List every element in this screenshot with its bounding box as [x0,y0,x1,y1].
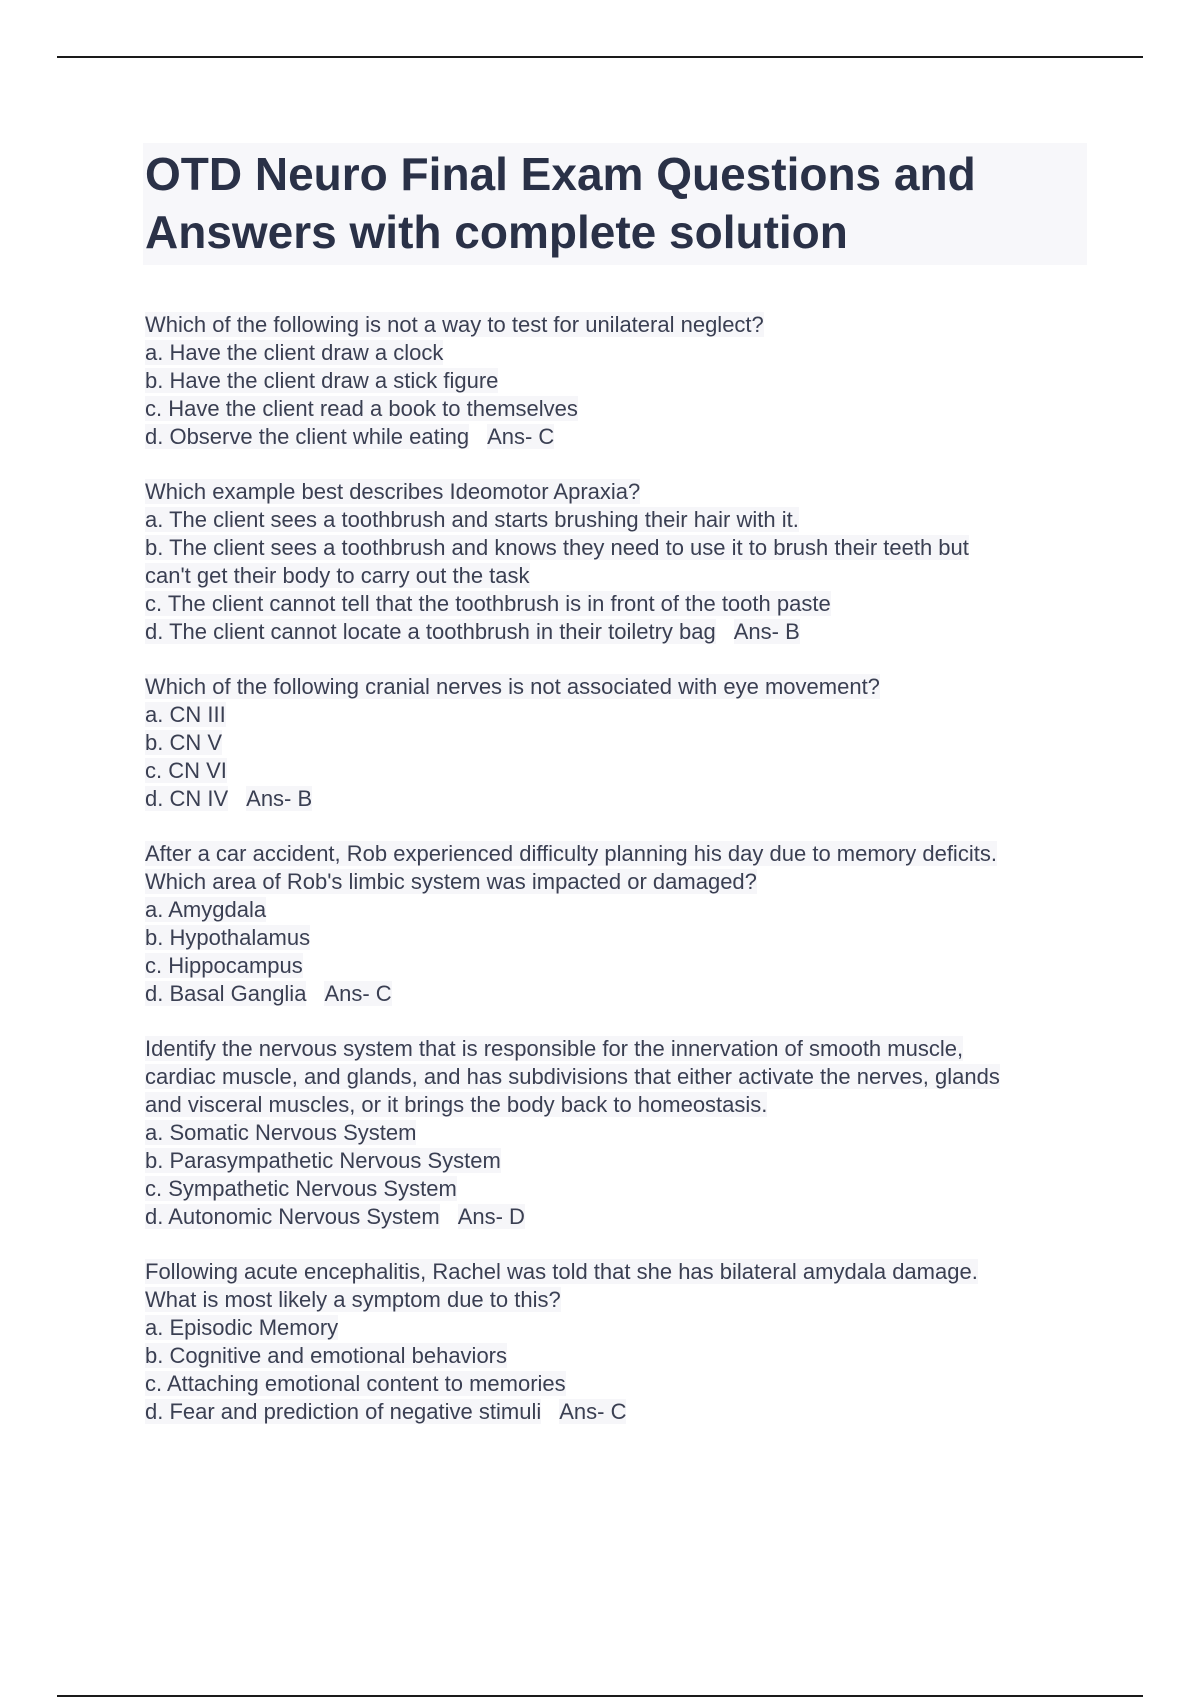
title-line-2: Answers with complete solution [145,206,848,258]
option-c: c. Sympathetic Nervous System [145,1176,457,1201]
answer-key: Ans- C [487,424,555,449]
question-stem: Which example best describes Ideomotor Apraxia? [145,479,641,504]
option-c: c. Hippocampus [145,953,303,978]
option-c: c. Have the client read a book to themselves [145,396,578,421]
question-6 [145,1258,1095,1426]
option-d: d. The client cannot locate a toothbrush in their toiletry bag Ans- B [145,619,800,644]
question-stem-continued: Which area of Rob's limbic system was impacted or damaged? [145,869,757,894]
option-c: c. Attaching emotional content to memories [145,1371,566,1396]
option-d: d. CN IV Ans- B [145,786,313,811]
question-stem: Following acute encephalitis, Rachel was told that she has bilateral amydala damage. [145,1259,978,1284]
question-stem: Which of the following cranial nerves is not associated with eye movement? [145,674,880,699]
option-c: c. The client cannot tell that the toothbrush is in front of the tooth paste [145,591,831,616]
option-a: a. Amygdala [145,897,267,922]
answer-key: Ans- C [324,981,392,1006]
question-2 [145,478,1095,646]
option-d: d. Basal Ganglia Ans- C [145,981,392,1006]
question-stem: Which of the following is not a way to test for unilateral neglect? [145,312,764,337]
footer-rule [57,1695,1143,1697]
answer-key: Ans- B [733,619,800,644]
option-d: d. Autonomic Nervous System Ans- D [145,1204,525,1229]
question-stem-continued: What is most likely a symptom due to this? [145,1287,561,1312]
document-title [145,145,1087,261]
question-1 [145,311,1095,451]
option-a: a. Have the client draw a clock [145,340,444,365]
question-3 [145,673,1095,813]
option-b: b. CN V [145,730,223,755]
option-a: a. The client sees a toothbrush and starts brushing their hair with it. [145,507,799,532]
answer-key: Ans- D [457,1204,525,1229]
option-a: a. CN III [145,702,226,727]
question-list [145,311,1095,1453]
option-b: b. Parasympathetic Nervous System [145,1148,501,1173]
option-b: b. Hypothalamus [145,925,311,950]
title-block [143,143,1087,265]
answer-key: Ans- B [246,786,313,811]
option-b: b. Have the client draw a stick figure [145,368,499,393]
option-a: a. Somatic Nervous System [145,1120,417,1145]
option-b-continued: can't get their body to carry out the task [145,563,530,588]
title-line-1: OTD Neuro Final Exam Questions and [145,148,976,200]
question-5 [145,1035,1095,1231]
option-d: d. Observe the client while eating Ans- C [145,424,555,449]
question-stem-continued: cardiac muscle, and glands, and has subdivisions that either activate the nerves, glands [145,1064,1000,1089]
question-stem-continued: and visceral muscles, or it brings the body back to homeostasis. [145,1092,768,1117]
option-b: b. Cognitive and emotional behaviors [145,1343,508,1368]
question-stem: After a car accident, Rob experienced difficulty planning his day due to memory deficits. [145,841,997,866]
option-d: d. Fear and prediction of negative stimuli Ans- C [145,1399,627,1424]
header-rule [57,56,1143,58]
option-c: c. CN VI [145,758,227,783]
question-4 [145,840,1095,1008]
option-b: b. The client sees a toothbrush and knows they need to use it to brush their teeth but [145,535,969,560]
answer-key: Ans- C [559,1399,627,1424]
option-a: a. Episodic Memory [145,1315,339,1340]
question-stem: Identify the nervous system that is responsible for the innervation of smooth muscle, [145,1036,964,1061]
